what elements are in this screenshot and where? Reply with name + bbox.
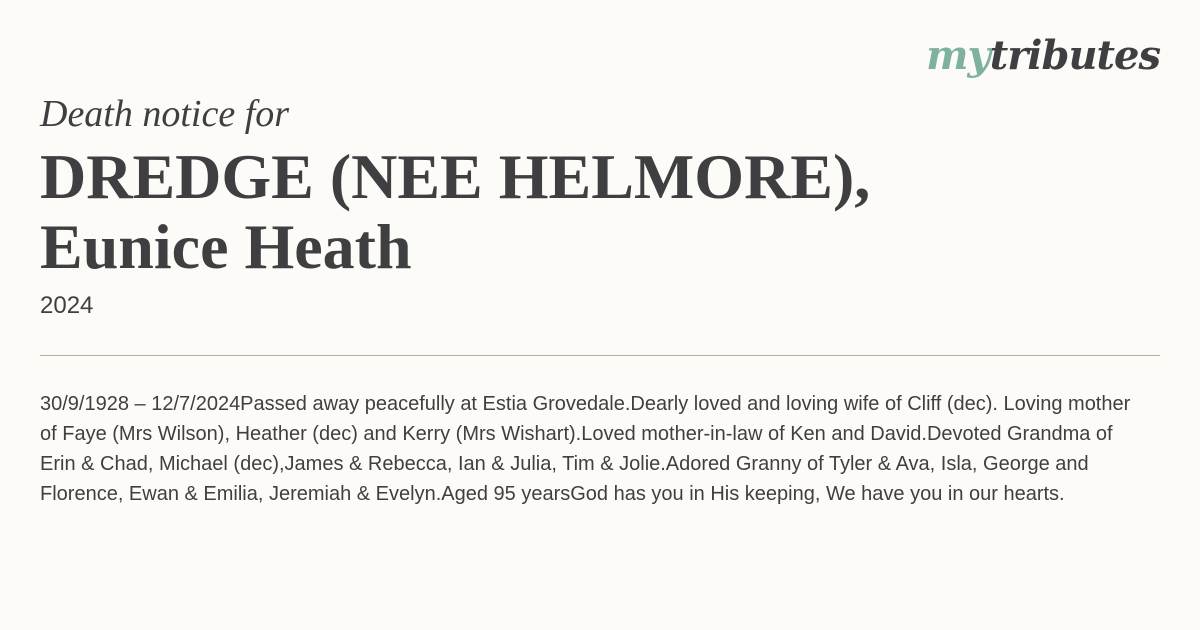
deceased-name-line2: Eunice Heath xyxy=(40,211,412,282)
logo-tributes: tributes xyxy=(989,32,1160,79)
divider xyxy=(40,355,1160,356)
mytributes-logo[interactable] xyxy=(926,32,1160,79)
notice-body: 30/9/1928 – 12/7/2024Passed away peacefully at Estia Grovedale.Dearly loved and loving wife of Cliff (dec). Loving mother of Faye (Mrs Wilson), Heather (dec) and Kerry (Mrs Wishart).Loved mother-in-law of Ken and David.Devoted Grandma of Erin & Chad, Michael (dec),James & Rebecca, Ian & Julia, Tim & Jolie.Adored Granny of Tyler & Ava, Isla, George and Florence, Ewan & Emilia, Jeremiah & Evelyn.Aged 95 yearsGod has you in His keeping, We have you in our hearts. xyxy=(40,393,1131,505)
logo-my: my xyxy=(926,32,990,79)
deceased-name xyxy=(40,142,1140,282)
deceased-name-line1: DREDGE (NEE HELMORE), xyxy=(40,141,871,212)
notice-year: 2024 xyxy=(40,292,94,319)
notice-intro: Death notice for xyxy=(40,93,290,135)
